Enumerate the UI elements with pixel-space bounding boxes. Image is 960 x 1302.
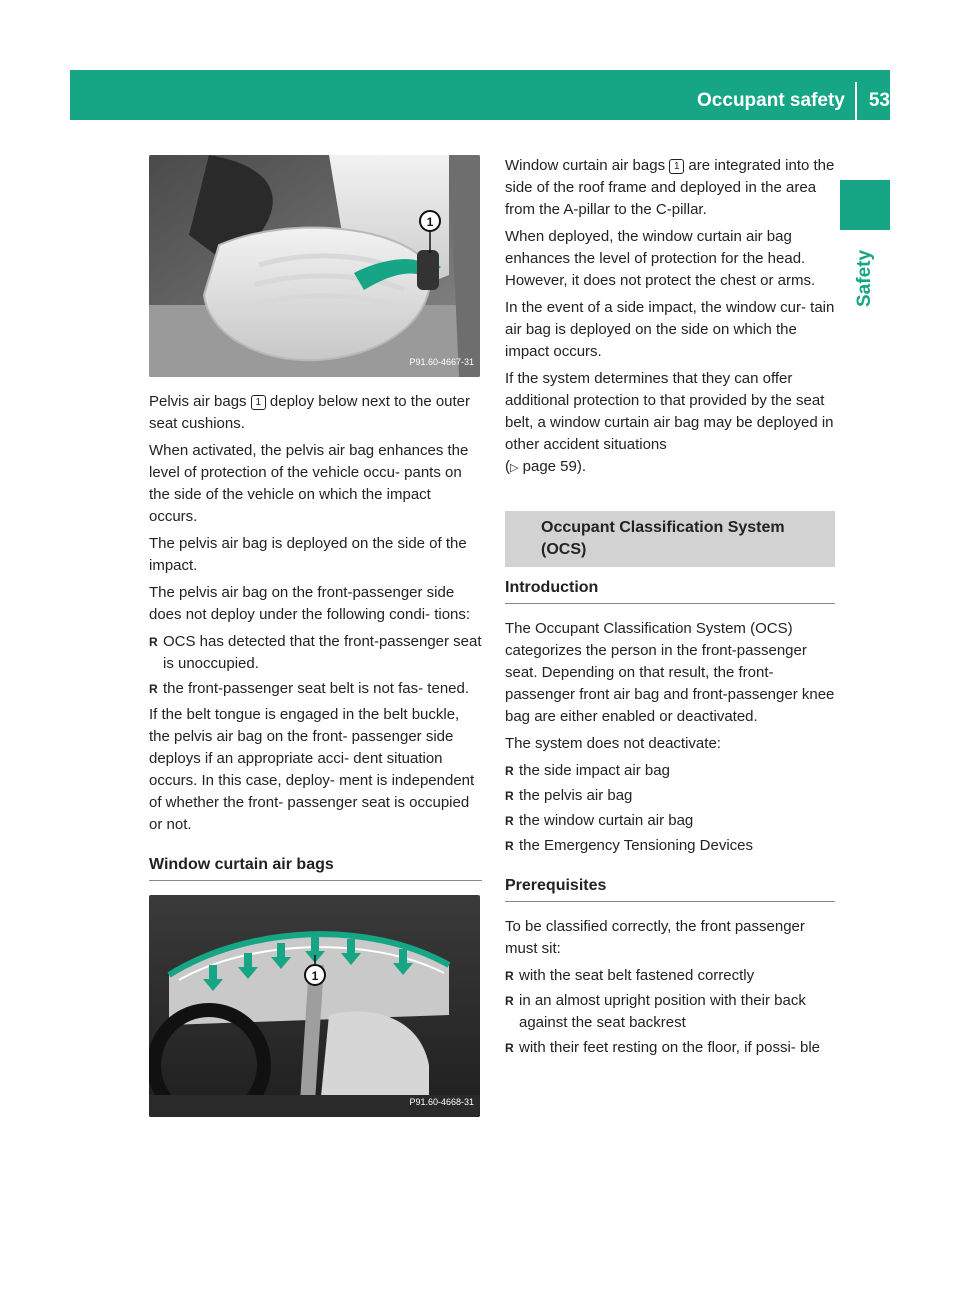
paragraph: The system does not deactivate: — [505, 735, 721, 752]
list-item: R the window curtain air bag — [505, 810, 835, 832]
text: Window curtain air bags — [505, 157, 670, 174]
paragraph: The pelvis air bag on the front-passenger side does not deploy under the following condi- tions: — [149, 584, 471, 623]
paragraph: To be classified correctly, the front passenger must sit: — [505, 918, 805, 957]
chapter-tab-marker — [840, 180, 890, 230]
running-header — [697, 82, 890, 112]
seat-illustration — [149, 155, 480, 377]
left-column — [149, 155, 482, 1117]
section-heading: Window curtain air bags — [149, 854, 482, 881]
list-item: R with their feet resting on the floor, if possi- ble — [505, 1037, 835, 1059]
list-item: R with the seat belt fastened correctly — [505, 965, 835, 987]
page-ref-icon: ▷ — [510, 462, 519, 474]
paragraph: The pelvis air bag is deployed on the side of the impact. — [149, 535, 467, 574]
list-item: R OCS has detected that the front-passenger seat is unoccupied. — [149, 631, 482, 675]
right-column — [505, 155, 835, 1063]
figure-code: P91.60-4668-31 — [409, 1097, 474, 1107]
list-item: R the front-passenger seat belt is not fas- tened. — [149, 678, 482, 700]
page-reference-link[interactable]: page 59 — [522, 458, 577, 475]
figure-marker: 1 — [426, 215, 434, 229]
header-divider — [855, 82, 857, 120]
text: deploy below next to the outer seat cushions. — [149, 393, 471, 432]
paragraph: When deployed, the window curtain air bag enhances the level of protection for the head. However, it does not protect the chest or arms. — [505, 228, 816, 289]
figure-marker: 1 — [311, 969, 319, 983]
list-item: R the side impact air bag — [505, 760, 835, 782]
paragraph: When activated, the pelvis air bag enhances the level of protection of the vehicle occu- pants on the side of the vehicle on which the impact occurs. — [149, 442, 469, 525]
window-airbag-figure — [149, 895, 480, 1117]
text: are integrated into the side of the roof frame and deployed in the area from the A-pillar to the C-pillar. — [505, 157, 835, 218]
chapter-tab-label: Safety — [854, 250, 875, 308]
bullet-list — [505, 760, 835, 857]
figure-code: P91.60-4667-31 — [409, 357, 474, 367]
paragraph: If the belt tongue is engaged in the belt buckle, the pelvis air bag on the front- passenger side deploys if an appropriate acci- dent situation occurs. In this case, deploy- ment is independent of whether the front- passenger seat is occupied or not. — [149, 706, 475, 833]
text: If the system determines that they can offer additional protection to that provided by the seat belt, a window curtain air bag may be deployed in other accident situations — [505, 370, 834, 453]
bullet-list — [149, 631, 482, 700]
paragraph — [505, 155, 835, 221]
callout-1: 1 — [251, 395, 266, 410]
section-heading: Introduction — [505, 577, 835, 604]
section-title: Occupant safety — [697, 90, 845, 111]
paragraph: In the event of a side impact, the window cur- tain air bag is deployed on the side on which the impact occurs. — [505, 299, 835, 360]
major-heading-box: Occupant Classification System (OCS) — [505, 511, 835, 567]
list-item: R the pelvis air bag — [505, 785, 835, 807]
page-number: 53 — [868, 90, 890, 111]
bullet-list — [505, 965, 835, 1059]
list-item: R in an almost upright position with their back against the seat backrest — [505, 990, 835, 1034]
pelvis-airbag-figure — [149, 155, 480, 377]
section-heading: Prerequisites — [505, 875, 835, 902]
callout-1: 1 — [669, 159, 684, 174]
interior-illustration — [149, 895, 480, 1117]
text: ( — [505, 458, 510, 475]
paragraph: The Occupant Classification System (OCS) categorizes the person in the front-passenger seat. Depending on that result, the front- passenger front air bag and front-passenger knee bag are either enabled or deactivated. — [505, 620, 835, 725]
paragraph — [505, 368, 835, 479]
paragraph — [149, 391, 482, 435]
text: ). — [576, 458, 587, 475]
list-item: R the Emergency Tensioning Devices — [505, 835, 835, 857]
text: Pelvis air bags — [149, 393, 251, 410]
